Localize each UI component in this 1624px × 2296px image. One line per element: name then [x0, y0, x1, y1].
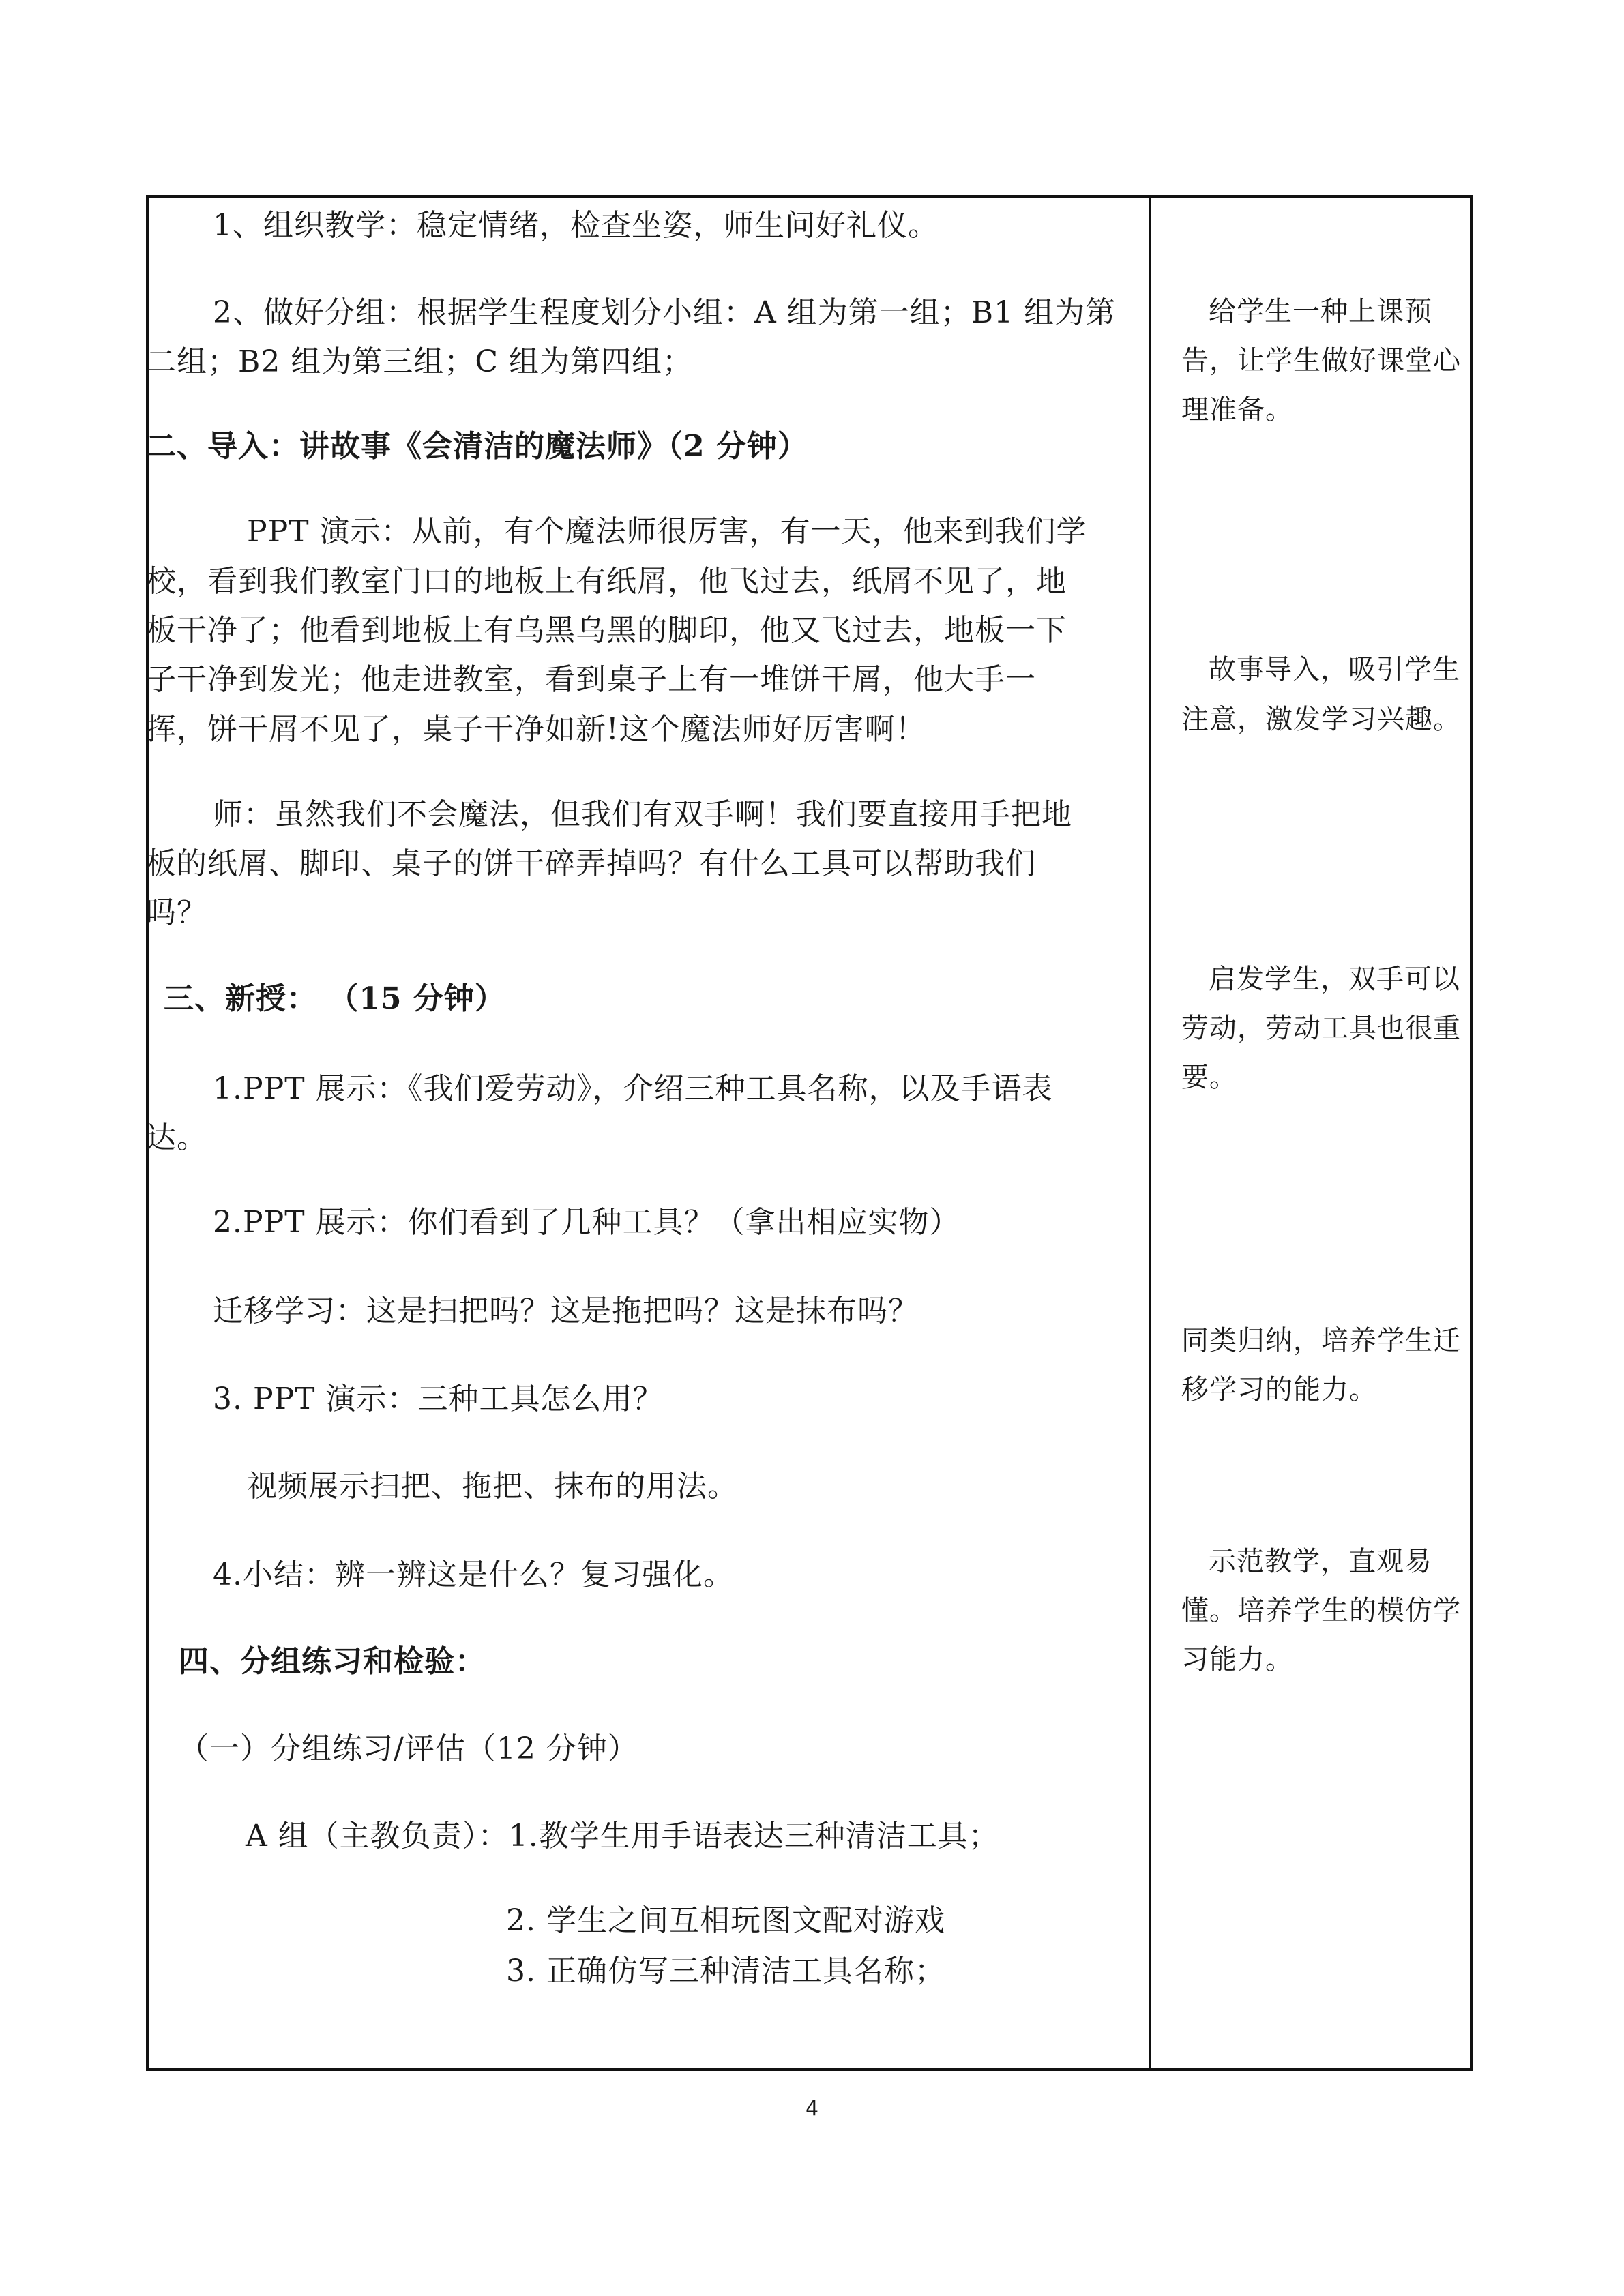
note-line-8: 要。	[1181, 1062, 1237, 1093]
section-heading-new-lesson: 三、新授： （15 分钟）	[164, 981, 505, 1016]
main-line-1: 1、组织教学：稳定情绪，检查坐姿，师生问好礼仪。	[213, 208, 939, 243]
main-line-10: 师：虽然我们不会魔法，但我们有双手啊！我们要直接用手把地	[213, 797, 1072, 832]
main-line-23: A 组（主教负责）：1.教学生用手语表达三种清洁工具；	[246, 1819, 999, 1853]
lesson-plan-table	[146, 195, 1473, 2071]
note-line-10: 移学习的能力。	[1181, 1374, 1377, 1405]
main-line-17: 迁移学习：这是扫把吗？这是拖把吗？这是抹布吗？	[213, 1294, 919, 1328]
main-line-12: 吗？	[146, 895, 207, 930]
main-line-7: 板干净了；他看到地板上有乌黑乌黑的脚印，他又飞过去，地板一下	[146, 613, 1067, 648]
note-line-7: 劳动，劳动工具也很重	[1181, 1013, 1461, 1044]
main-line-20: 4.小结：辨一辨这是什么？复习强化。	[213, 1557, 734, 1592]
note-line-11: 示范教学，直观易	[1209, 1546, 1432, 1577]
section-heading-group-practice: 四、分组练习和检验：	[179, 1644, 486, 1679]
main-line-15: 达。	[146, 1120, 207, 1155]
note-line-13: 习能力。	[1181, 1644, 1293, 1675]
main-line-25: 3. 正确仿写三种清洁工具名称；	[506, 1954, 945, 1988]
note-line-3: 理准备。	[1181, 394, 1293, 426]
note-line-2: 告，让学生做好课堂心	[1181, 345, 1461, 376]
main-line-6: 校，看到我们教室门口的地板上有纸屑，他飞过去，纸屑不见了，地	[146, 564, 1067, 599]
main-line-24: 2. 学生之间互相玩图文配对游戏	[506, 1903, 945, 1938]
main-line-22: （一）分组练习/评估（12 分钟）	[179, 1731, 638, 1766]
note-line-9: 同类归纳，培养学生迁	[1181, 1325, 1461, 1356]
main-line-8: 子干净到发光；他走进教室，看到桌子上有一堆饼干屑，他大手一	[146, 662, 1036, 697]
note-line-4: 故事导入，吸引学生	[1209, 654, 1460, 685]
main-line-9: 挥，饼干屑不见了，桌子干净如新!这个魔法师好厉害啊！	[146, 712, 926, 747]
main-line-14: 1.PPT 展示：《我们爱劳动》，介绍三种工具名称，以及手语表	[213, 1071, 1053, 1106]
main-line-18: 3. PPT 演示：三种工具怎么用？	[213, 1382, 664, 1416]
note-line-12: 懂。培养学生的模仿学	[1181, 1595, 1461, 1626]
column-divider	[1149, 195, 1151, 2071]
note-line-5: 注意，激发学习兴趣。	[1181, 704, 1461, 735]
main-line-5: PPT 演示：从前，有个魔法师很厉害，有一天，他来到我们学	[247, 514, 1087, 549]
note-line-6: 启发学生，双手可以	[1209, 964, 1460, 995]
main-line-16: 2.PPT 展示：你们看到了几种工具？（拿出相应实物）	[213, 1205, 960, 1240]
main-line-11: 板的纸屑、脚印、桌子的饼干碎弄掉吗？有什么工具可以帮助我们	[146, 846, 1036, 881]
page-number: 4	[805, 2097, 819, 2121]
section-heading-intro: 二、导入：讲故事《会清洁的魔法师》（2 分钟）	[146, 429, 808, 464]
main-line-19: 视频展示扫把、拖把、抹布的用法。	[247, 1469, 738, 1504]
main-line-3: 二组；B2 组为第三组；C 组为第四组；	[146, 344, 693, 379]
main-line-2: 2、做好分组：根据学生程度划分小组：A 组为第一组；B1 组为第	[213, 295, 1117, 330]
note-line-1: 给学生一种上课预	[1209, 296, 1432, 327]
